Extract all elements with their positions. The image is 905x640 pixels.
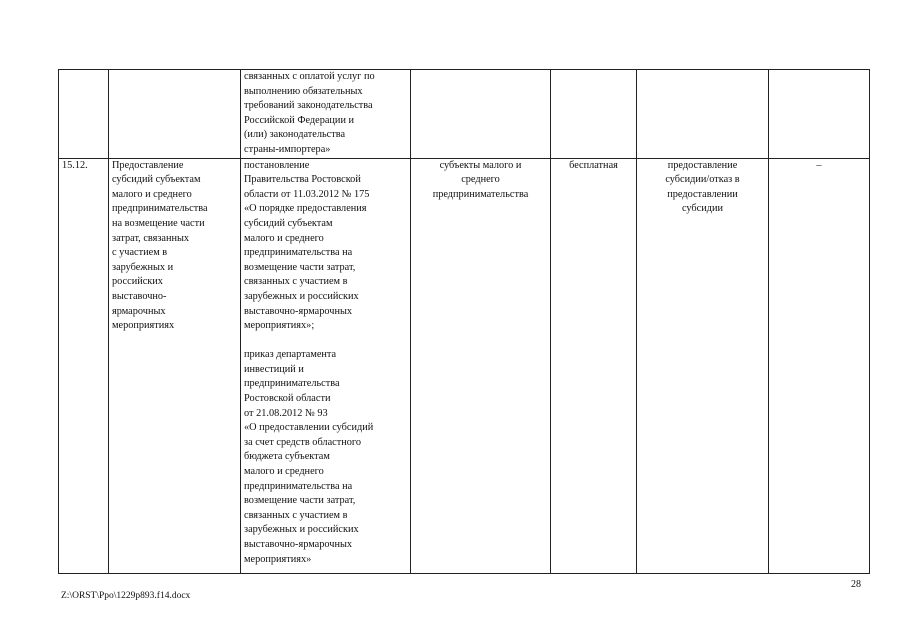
table-row	[59, 70, 870, 159]
cell-legal-basis: связанных с оплатой услуг по выполнению обязательных требований законодательства Российской Федерации и (или) законодательства страны-импортера»	[241, 70, 411, 159]
cell-recipients: субъекты малого и среднего предпринимательства	[411, 158, 551, 573]
cell-result: предоставление субсидии/отказ в предоставлении субсидии	[637, 158, 769, 573]
cell-legal-basis: постановление Правительства Ростовской области от 11.03.2012 № 175 «О порядке предоставления субсидий субъектам малого и среднего предпринимательства на возмещение части затрат, связанных с участием в зарубежных и российских выставочно-ярмарочных мероприятиях»; приказ департамента инвестиций и предпринимательства Ростовской области от 21.08.2012 № 93 «О предоставлении субсидий за счет средств областного бюджета субъектам малого и среднего предпринимательства на возмещение части затрат, связанных с участием в зарубежных и российских выставочно-ярмарочных мероприятиях»	[241, 158, 411, 573]
page-number: 28	[851, 579, 861, 590]
table-row	[59, 158, 870, 573]
cell-result	[637, 70, 769, 159]
file-path: Z:\ORST\Ppo\1229p893.f14.docx	[61, 591, 191, 601]
cell-recipients	[411, 70, 551, 159]
cell-service-name: Предоставление субсидий субъектам малого и среднего предпринимательства на возмещение части затрат, связанных с участием в зарубежных и российских выставочно- ярмарочных мероприятиях	[109, 158, 241, 573]
cell-num: 15.12.	[59, 158, 109, 573]
cell-note	[769, 70, 870, 159]
cell-note: –	[769, 158, 870, 573]
cell-payment	[551, 70, 637, 159]
cell-num	[59, 70, 109, 159]
cell-payment: бесплатная	[551, 158, 637, 573]
services-table	[58, 69, 870, 574]
cell-service-name	[109, 70, 241, 159]
